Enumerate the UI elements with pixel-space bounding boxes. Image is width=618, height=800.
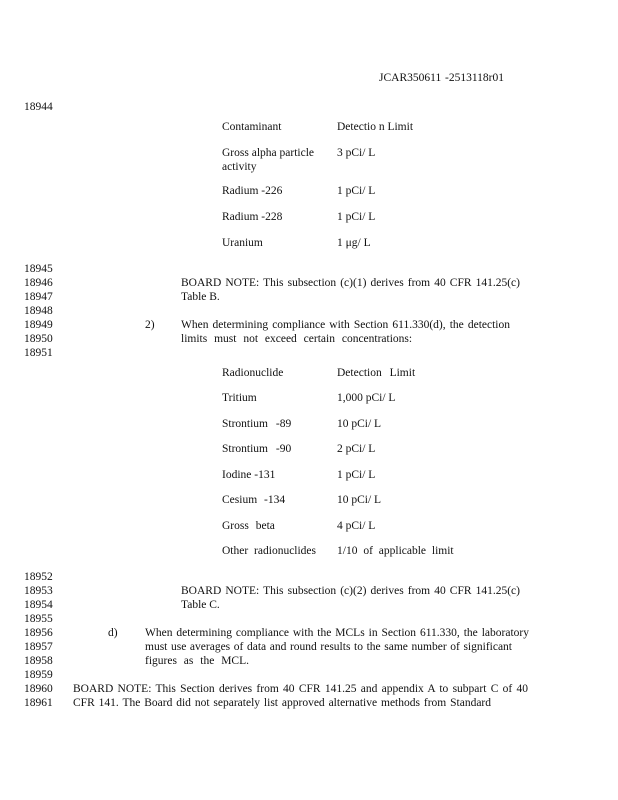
item-marker: 2) (145, 319, 155, 331)
table-cell-limit: 1 pCi/ L (337, 211, 376, 223)
item-2-line1: When determining compliance with Section 611.330(d), the detection (181, 319, 510, 331)
line-number: 18955 (24, 613, 53, 625)
table-cell-contaminant: Radium -226 (222, 185, 283, 197)
line-number: 18956 (24, 627, 53, 639)
board-note-b-line1: BOARD NOTE: This subsection (c)(1) derives from 40 CFR 141.25(c) (181, 277, 520, 289)
table-cell-limit: 1/10 of applicable limit (337, 545, 454, 557)
table-header-detection-limit: Detectio n Limit (337, 121, 414, 133)
table-cell-limit: 10 pCi/ L (337, 418, 382, 430)
line-number: 18957 (24, 641, 53, 653)
line-number: 18945 (24, 263, 53, 275)
table-header-radionuclide: Radionuclide (222, 367, 284, 379)
board-note-final-line1: BOARD NOTE: This Section derives from 40 CFR 141.25 and appendix A to subpart C of 40 (73, 683, 528, 695)
table-header-contaminant: Contaminant (222, 121, 282, 133)
line-number: 18949 (24, 319, 53, 331)
table-cell-limit: 2 pCi/ L (337, 443, 376, 455)
board-note-final-line2: CFR 141. The Board did not separately list approved alternative methods from Standard (73, 697, 491, 709)
table-cell-limit: 1 μg/ L (337, 237, 371, 249)
line-number: 18959 (24, 669, 53, 681)
table-cell-contaminant-cont: activity (222, 161, 257, 173)
document-id: JCAR350611 (379, 72, 442, 84)
table-cell-contaminant: Uranium (222, 237, 263, 249)
line-number: 18948 (24, 305, 53, 317)
table-cell-contaminant: Radium -228 (222, 211, 283, 223)
line-number: 18947 (24, 291, 53, 303)
table-cell-limit: 1,000 pCi/ L (337, 392, 396, 404)
table-cell-radionuclide: Tritium (222, 392, 257, 404)
table-cell-limit: 4 pCi/ L (337, 520, 376, 532)
table-cell-radionuclide: Cesium -134 (222, 494, 286, 506)
line-number: 18960 (24, 683, 53, 695)
table-cell-radionuclide: Strontium -90 (222, 443, 292, 455)
board-note-b-line2: Table B. (181, 291, 220, 303)
table-header-detection-limit: Detection Limit (337, 367, 416, 379)
line-number: 18958 (24, 655, 53, 667)
table-cell-limit: 1 pCi/ L (337, 185, 376, 197)
table-cell-radionuclide: Iodine -131 (222, 469, 276, 481)
table-cell-limit: 10 pCi/ L (337, 494, 382, 506)
table-cell-contaminant: Gross alpha particle (222, 147, 314, 159)
line-number: 18951 (24, 347, 53, 359)
item-d-line3: figures as the MCL. (145, 655, 249, 667)
line-number: 18944 (24, 101, 53, 113)
table-cell-limit: 3 pCi/ L (337, 147, 376, 159)
item-marker: d) (108, 627, 118, 639)
board-note-c-line1: BOARD NOTE: This subsection (c)(2) derives from 40 CFR 141.25(c) (181, 585, 520, 597)
line-number: 18954 (24, 599, 53, 611)
line-number: 18946 (24, 277, 53, 289)
board-note-c-line2: Table C. (181, 599, 220, 611)
document-reference: -2513118r01 (445, 72, 504, 84)
table-cell-radionuclide: Other radionuclides (222, 545, 317, 557)
item-2-line2: limits must not exceed certain concentrations: (181, 333, 413, 345)
table-cell-radionuclide: Strontium -89 (222, 418, 292, 430)
table-cell-limit: 1 pCi/ L (337, 469, 376, 481)
line-number: 18952 (24, 571, 53, 583)
item-d-line1: When determining compliance with the MCLs in Section 611.330, the laboratory (145, 627, 529, 639)
item-d-line2: must use averages of data and round results to the same number of significant (145, 641, 512, 653)
table-cell-radionuclide: Gross beta (222, 520, 275, 532)
line-number: 18950 (24, 333, 53, 345)
line-number: 18953 (24, 585, 53, 597)
line-number: 18961 (24, 697, 53, 709)
